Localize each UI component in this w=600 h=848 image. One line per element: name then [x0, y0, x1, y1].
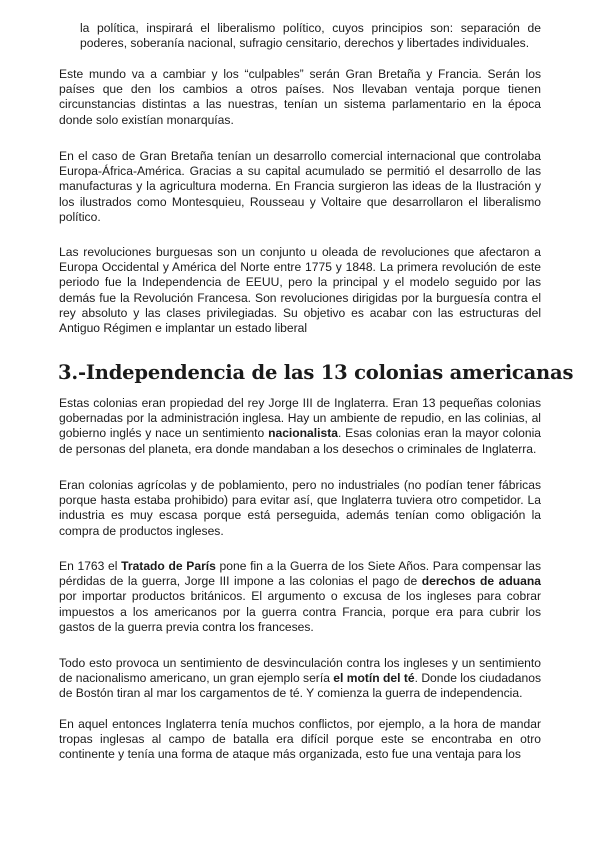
section-heading: 3.-Independencia de las 13 colonias americanas [58, 361, 574, 384]
bold-term-tratado-de-paris: Tratado de París [121, 559, 216, 573]
intro-continuation-paragraph: la política, inspirará el liberalismo político, cuyos principios son: separación de poderes, soberanía nacional, sufragio censitario, derechos y libertades individuales. [80, 21, 541, 51]
paragraph-treaty: En 1763 el Tratado de París pone fin a la Guerra de los Siete Años. Para compensar las pérdidas de la guerra, Jorge III impone a las colonias el pago de derechos de aduana por importar productos británicos. El argumento o excusa de los ingleses para cobrar impuestos a los americanos por la guerra contra Francia, porque era para cubrir los gastos de la guerra previa contra los franceses. [59, 559, 541, 634]
paragraph-agricultural: Eran colonias agrícolas y de poblamiento, pero no industriales (no podían tener fábricas porque hasta estaba prohibido) para evitar así, que Inglaterra tuviera otro competidor. La industria es muy escasa porque está perseguida, además tenían como obligación la compra de productos ingleses. [59, 478, 541, 538]
bold-term-motin-del-te: el motín del té [333, 671, 415, 686]
paragraph-change: Este mundo va a cambiar y los “culpables” serán Gran Bretaña y Francia. Serán los países que den los cambios a otros países. Nos llevaban ventaja porque tienen circunstancias distintas a las nuestras, tenían un sistema parlamentario en la época donde solo existían monarquías. [59, 67, 541, 127]
paragraph-conflicts: En aquel entonces Inglaterra tenía muchos conflictos, por ejemplo, a la hora de mandar tropas inglesas al campo de batalla era difícil porque este se encontraba en otro continente y tenía una forma de ataque más organizada, esto fue una ventaja para los [59, 717, 541, 762]
paragraph-colonies: Estas colonias eran propiedad del rey Jorge III de Inglaterra. Eran 13 pequeñas colonias gobernadas por la administración inglesa. Hay un ambiente de repudio, en las colinias, al gobierno inglés y nace un sentimiento nacionalista. Esas colonias eran la mayor colonia de personas del planeta, era donde mandaban a los desechos o criminales de Inglaterra. [59, 396, 541, 456]
paragraph-bourgeois-revolutions: Las revoluciones burguesas son un conjunto u oleada de revoluciones que afectaron a Europa Occidental y América del Norte entre 1775 y 1848. La primera revolución de este periodo fue la Independencia de EEUU, pero la principal y el modelo seguido por las demás fue la Revolución Francesa. Son revoluciones dirigidas por la burguesía contra el rey absoluto y las clases privilegiadas. Su objetivo es acabar con las estructuras del Antiguo Régimen e implantar un estado liberal [59, 245, 541, 336]
bold-term-derechos-de-aduana: derechos de aduana [421, 574, 541, 589]
bold-term-nacionalista: nacionalista [268, 426, 338, 441]
paragraph-britain: En el caso de Gran Bretaña tenían un desarrollo comercial internacional que controlaba Europa-África-América. Gracias a su capital acumulado se permitió el desarrollo de las manufacturas y la agricultura moderna. En Francia surgieron las ideas de la Ilustración y los ilustrados como Montesquieu, Rousseau y Voltaire que desarrollaron el liberalismo político. [59, 149, 541, 224]
paragraph-tea-party: Todo esto provoca un sentimiento de desvinculación contra los ingleses y un sentimiento de nacionalismo americano, un gran ejemplo sería el motín del té. Donde los ciudadanos de Bostón tiran al mar los cargamentos de té. Y comienza la guerra de independencia. [59, 656, 541, 701]
